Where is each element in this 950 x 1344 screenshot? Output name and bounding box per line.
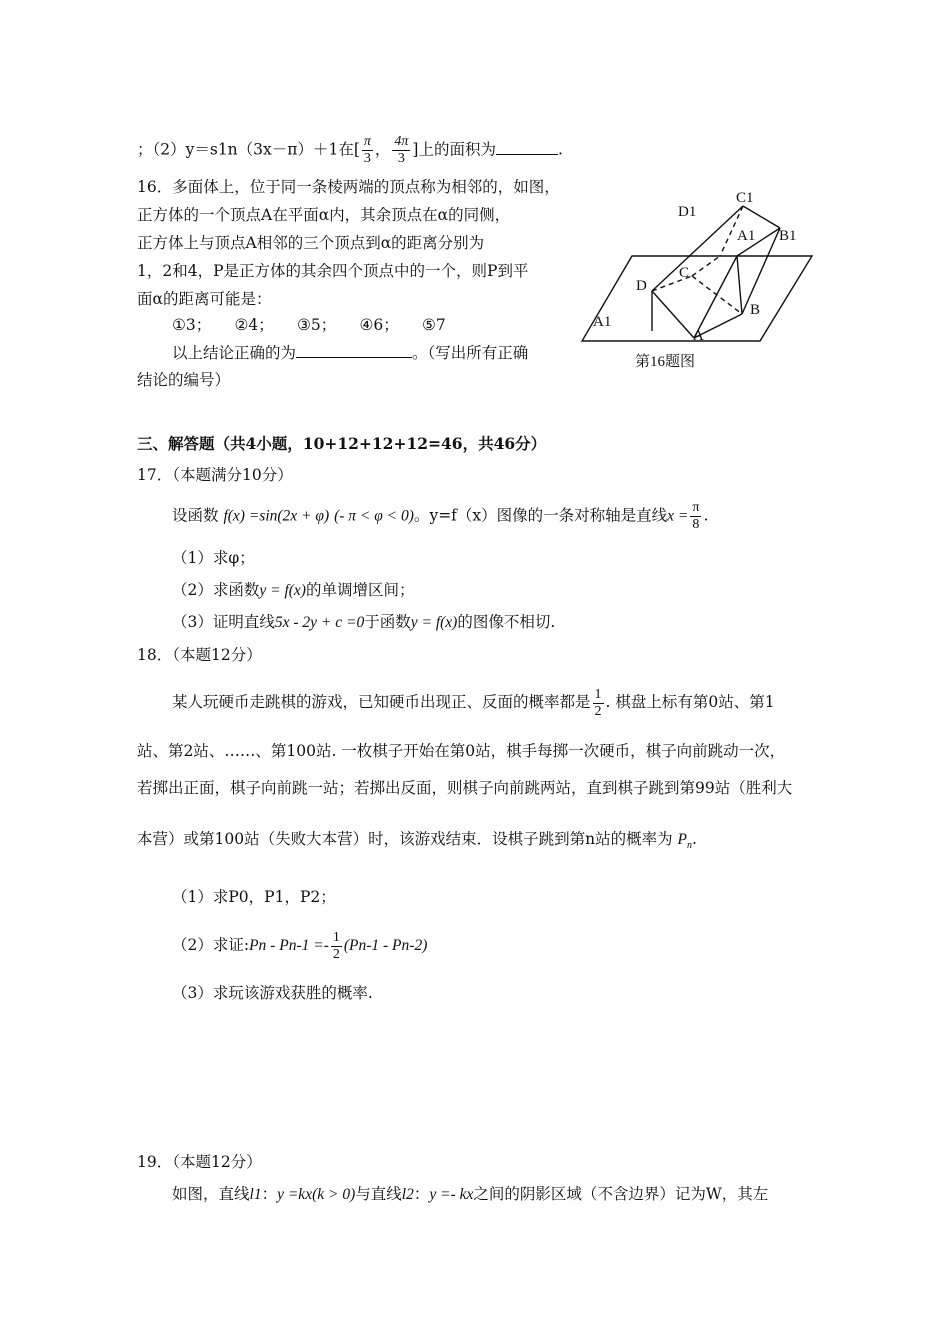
cube-edge	[743, 206, 780, 228]
q17-part-1: （1）求φ；	[172, 549, 255, 567]
q15-answer-blank	[496, 138, 558, 155]
q17-part-2: （2）求函数y = f(x)的单调增区间；	[172, 581, 415, 599]
cube-edge	[692, 256, 720, 276]
q18-head: 18．（本题12分）	[137, 646, 262, 664]
cube-edge	[652, 206, 743, 291]
label-B1: B1	[779, 228, 797, 244]
q18-part-2-fraction: $\frac{1}{2}$	[332, 929, 340, 962]
cube-edge	[692, 276, 742, 314]
q16-options: ①3； ②4； ③5； ④6； ⑤7	[172, 316, 446, 334]
q15-lead: ；（2）y＝s1n（3x－π）＋1在[	[137, 140, 360, 159]
q18-line-2: 站、第2站、……、第100站. 一枚棋子开始在第0站，棋手每掷一次硬币，棋子向前跳动一次，	[137, 742, 786, 760]
label-D: D	[636, 278, 647, 294]
q16-line-5: 面α的距离可能是：	[137, 290, 272, 308]
q16-answer-line: 以上结论正确的为 。（写出所有正确	[172, 341, 528, 364]
figure-caption: 第16题图	[635, 354, 696, 370]
q18-part-3: （3）求玩该游戏获胜的概率.	[172, 984, 373, 1002]
q16-cube-figure	[580, 186, 830, 376]
q15-tail-line: ；（2）y＝s1n（3x－π）＋1在[ $\frac{\pi}{3}$ ， $\frac{4\pi}{3}$ ]上的面积为 .	[137, 134, 563, 166]
q17-stem: 设函数 f(x) =sin(2x + φ) (- π < φ < 0)。y=f（x）图像的一条对称轴是直线x = $\frac{\pi}{8}$ .	[172, 500, 709, 532]
q19-head: 19．（本题12分）	[137, 1153, 262, 1171]
q17-head: 17．（本题满分10分）	[137, 466, 293, 484]
q18-part-2: （2）求证:Pn - Pn-1 =- $\frac{1}{2}$ (Pn-1 - Pn-2)	[172, 929, 428, 962]
label-B: B	[750, 302, 761, 318]
q18-part-1: （1）求P0，P1，P2；	[172, 888, 336, 906]
q16-line-2: 正方体的一个顶点A在平面α内，其余顶点在α的同侧，	[137, 206, 511, 224]
section-3-title: 三、解答题（共4小题，10+12+12+12=46，共46分）	[137, 434, 547, 453]
cube-edge	[737, 256, 742, 314]
q16-line-4: 1，2和4，P是正方体的其余四个顶点中的一个，则P到平	[137, 262, 529, 280]
q16-line-3: 正方体上与顶点A相邻的三个顶点到α的距离分别为	[137, 234, 485, 252]
label-A1-top: A1	[737, 228, 756, 244]
q16-line-8: 结论的编号）	[137, 371, 231, 389]
q19-line-1: 如图，直线l1：y =kx(k > 0)与直线l2：y =- kx之间的阴影区域（不含边界）记为W，其左	[172, 1185, 769, 1203]
label-C1: C1	[736, 190, 754, 206]
q18-fraction: $\frac{1}{2}$	[594, 686, 602, 719]
q15-fraction-1: $\frac{\pi}{3}$	[363, 134, 371, 166]
q17-part-3: （3）证明直线5x - 2y + c =0于函数y = f(x)的图像不相切.	[172, 613, 556, 631]
q16-answer-blank	[296, 341, 412, 358]
q18-line-4: 本营）或第100站（失败大本营）时，该游戏结束．设棋子跳到第n站的概率为 $P_n$.	[137, 830, 697, 852]
q18-line-3: 若掷出正面，棋子向前跳一站；若掷出反面，则棋子向前跳两站，直到棋子跳到第99站（胜利大	[137, 779, 793, 797]
q16-line-1: 16．多面体上，位于同一条棱两端的顶点称为相邻的，如图，	[137, 178, 560, 196]
cube-edge	[652, 291, 694, 338]
q17-fraction: $\frac{\pi}{8}$	[692, 500, 700, 532]
label-A: A	[693, 328, 704, 344]
q15-fraction-2: $\frac{4\pi}{3}$	[394, 134, 409, 166]
q18-line-1: 某人玩硬币走跳棋的游戏，已知硬币出现正、反面的概率都是 $\frac{1}{2}$ . 棋盘上标有第0站、第1	[172, 686, 775, 719]
cube-edge	[694, 256, 737, 338]
label-A1-left: A1	[593, 314, 612, 330]
label-C: C	[679, 265, 690, 281]
label-D1: D1	[678, 204, 697, 220]
